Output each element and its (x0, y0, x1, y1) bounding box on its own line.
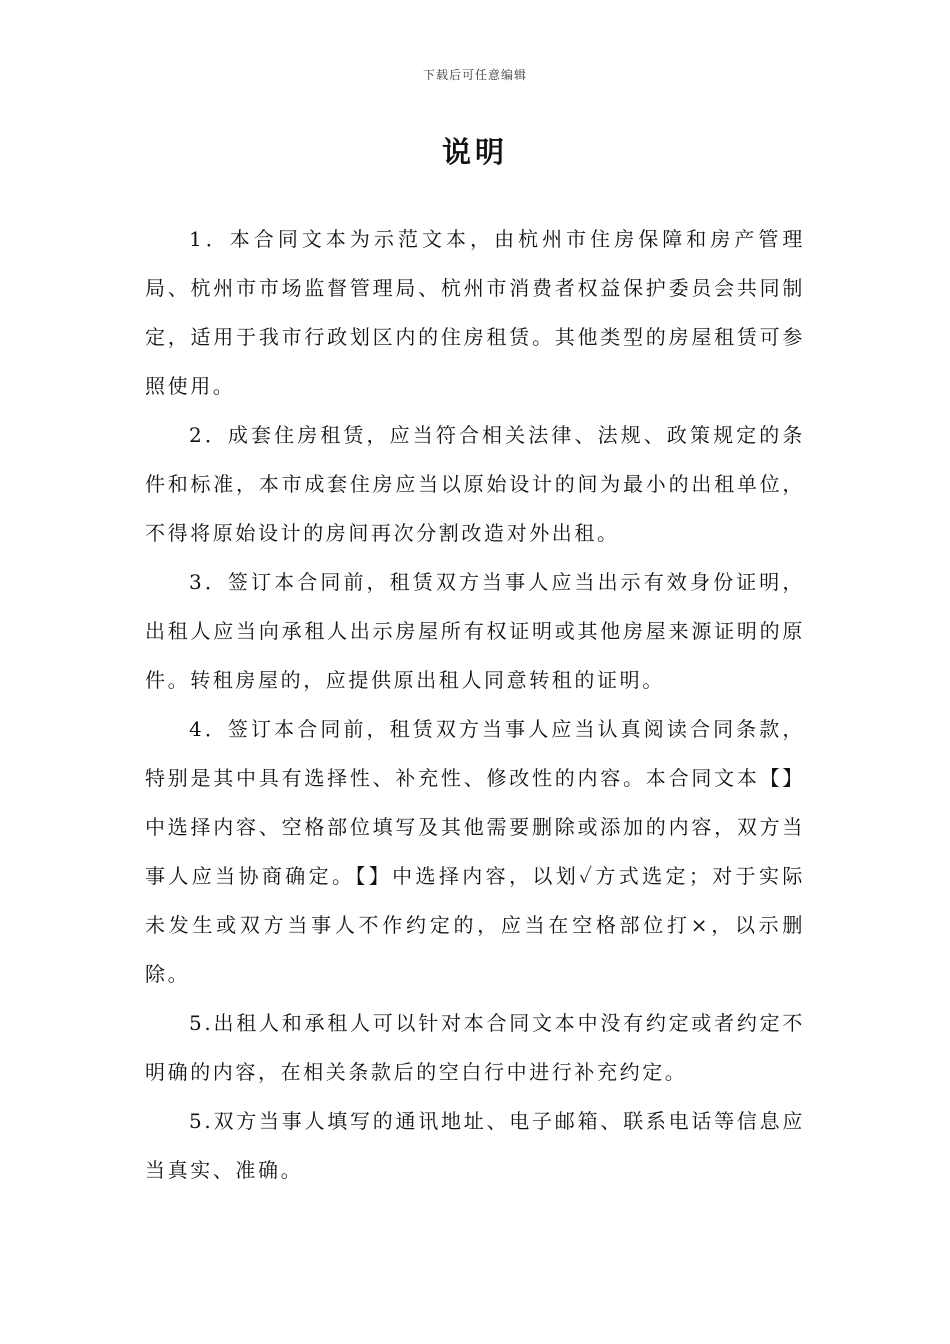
instructions-body (145, 215, 805, 1195)
paragraph-6: 5.双方当事人填写的通讯地址、电子邮箱、联系电话等信息应当真实、准确。 (145, 1109, 805, 1182)
paragraph-1: 1．本合同文本为示范文本，由杭州市住房保障和房产管理局、杭州市市场监督管理局、杭州市消费者权益保护委员会共同制定，适用于我市行政划区内的住房租赁。其他类型的房屋租赁可参照使用。 (145, 227, 805, 398)
header-note: 下载后可任意编辑 (422, 68, 527, 82)
paragraph-4: 4．签订本合同前，租赁双方当事人应当认真阅读合同条款，特别是其中具有选择性、补充性、修改性的内容。本合同文本【】中选择内容、空格部位填写及其他需要删除或添加的内容，双方当事人应当协商确定。【】中选择内容，以划✓方式选定；对于实际未发生或双方当事人不作约定的，应当在空格部位打×，以示删除。 (145, 717, 805, 986)
paragraph-2: 2．成套住房租赁，应当符合相关法律、法规、政策规定的条件和标准，本市成套住房应当以原始设计的间为最小的出租单位，不得将原始设计的房间再次分割改造对外出租。 (145, 423, 805, 545)
paragraph-3: 3．签订本合同前，租赁双方当事人应当出示有效身份证明，出租人应当向承租人出示房屋所有权证明或其他房屋来源证明的原件。转租房屋的，应提供原出租人同意转租的证明。 (145, 570, 805, 692)
paragraph-5: 5.出租人和承租人可以针对本合同文本中没有约定或者约定不明确的内容，在相关条款后的空白行中进行补充约定。 (145, 1011, 805, 1084)
page-title: 说明 (441, 135, 508, 169)
